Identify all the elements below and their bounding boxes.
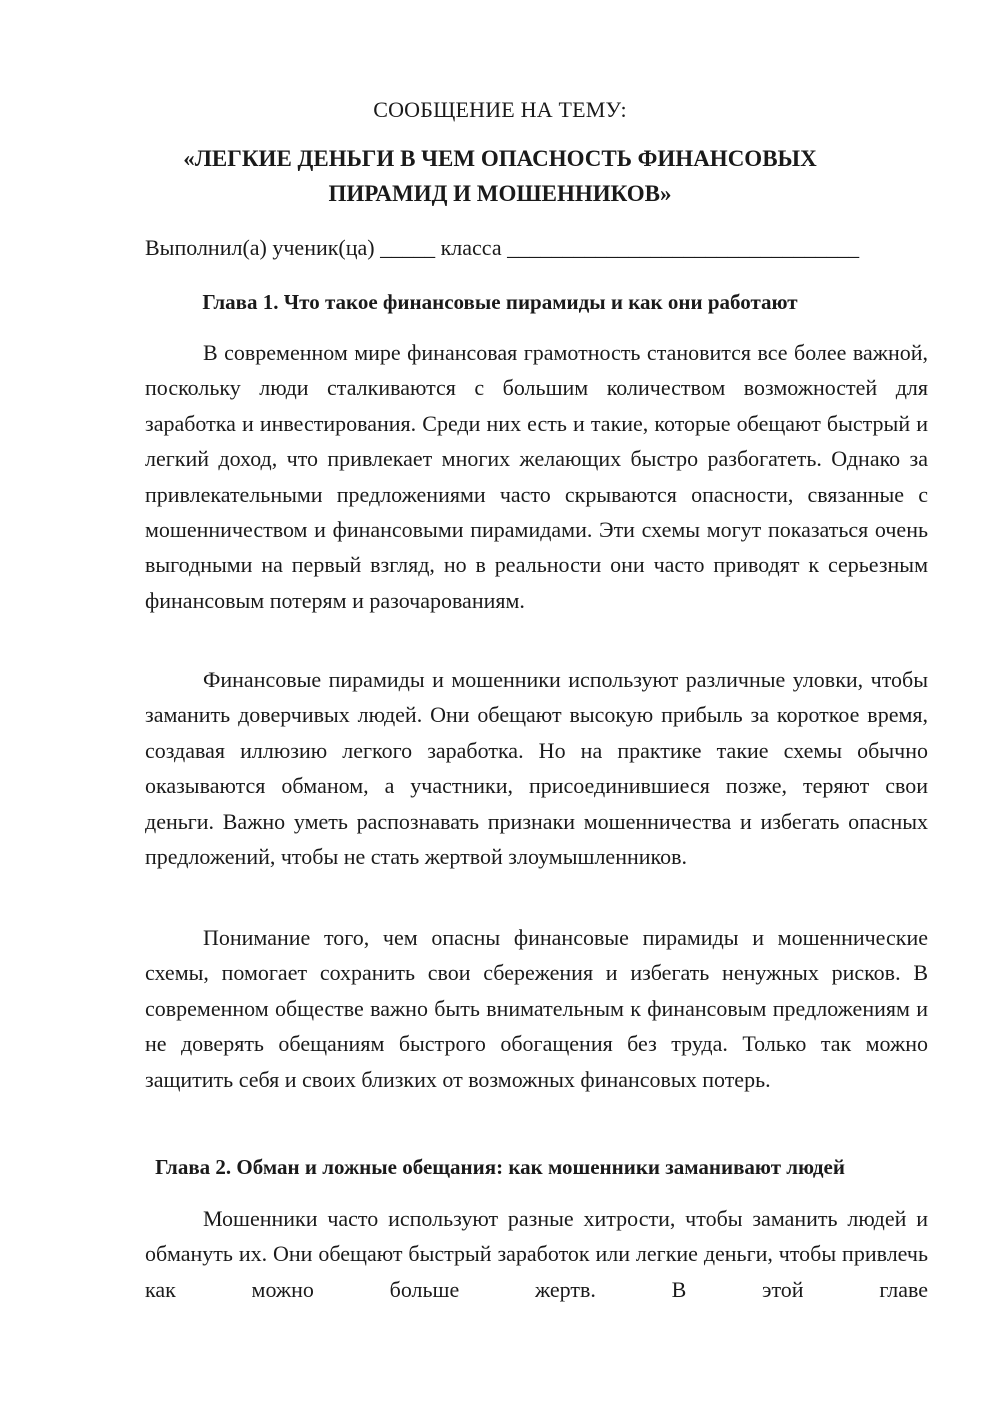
chapter-1-paragraph-3: Понимание того, чем опасны финансовые пирамиды и мошеннические схемы, помогает сохранить свои сбережения и избегать ненужных рисков. В современном обществе важно быть внимательным к финансовым предложениям и не доверять обещаниям быстрого обогащения без труда. Только так можно защитить себя и своих близких от возможных финансовых потерь.	[145, 925, 928, 1092]
report-title-line-2: ПИРАМИД И МОШЕННИКОВ»	[328, 181, 672, 206]
chapter-1-title: Глава 1. Что такое финансовые пирамиды и как они работают	[202, 290, 798, 314]
report-heading: СООБЩЕНИЕ НА ТЕМУ:	[373, 97, 627, 122]
report-title-line-1: «ЛЕГКИЕ ДЕНЬГИ В ЧЕМ ОПАСНОСТЬ ФИНАНСОВЫХ	[183, 146, 817, 171]
chapter-2-title: Глава 2. Обман и ложные обещания: как мошенники заманивают людей	[155, 1155, 845, 1179]
chapter-2-paragraph-1: Мошенники часто используют разные хитрости, чтобы заманить людей и обмануть их. Они обещают быстрый заработок или легкие деньги, чтобы привлечь как можно больше жертв. В этой главе	[145, 1206, 928, 1302]
chapter-1-paragraph-1: В современном мире финансовая грамотность становится все более важной, поскольку люди сталкиваются с большим количеством возможностей для заработка и инвестирования. Среди них есть и такие, которые обещают быстрый и легкий доход, что привлекает многих желающих быстро разбогатеть. Однако за привлекательными предложениями часто скрываются опасности, связанные с мошенничеством и финансовыми пирамидами. Эти схемы могут показаться очень выгодными на первый взгляд, но в реальности они часто приводят к серьезным финансовым потерям и разочарованиям.	[145, 340, 928, 613]
chapter-1-paragraph-2: Финансовые пирамиды и мошенники используют различные уловки, чтобы заманить доверчивых людей. Они обещают высокую прибыль за короткое время, создавая иллюзию легкого заработка. Но на практике такие схемы обычно оказываются обманом, а участники, присоединившиеся позже, теряют свои деньги. Важно уметь распознавать признаки мошенничества и избегать опасных предложений, чтобы не стать жертвой злоумышленников.	[145, 667, 928, 870]
report-title	[0, 141, 1000, 211]
author-line: Выполнил(а) ученик(ца) _____ класса ________________________________	[145, 235, 860, 260]
